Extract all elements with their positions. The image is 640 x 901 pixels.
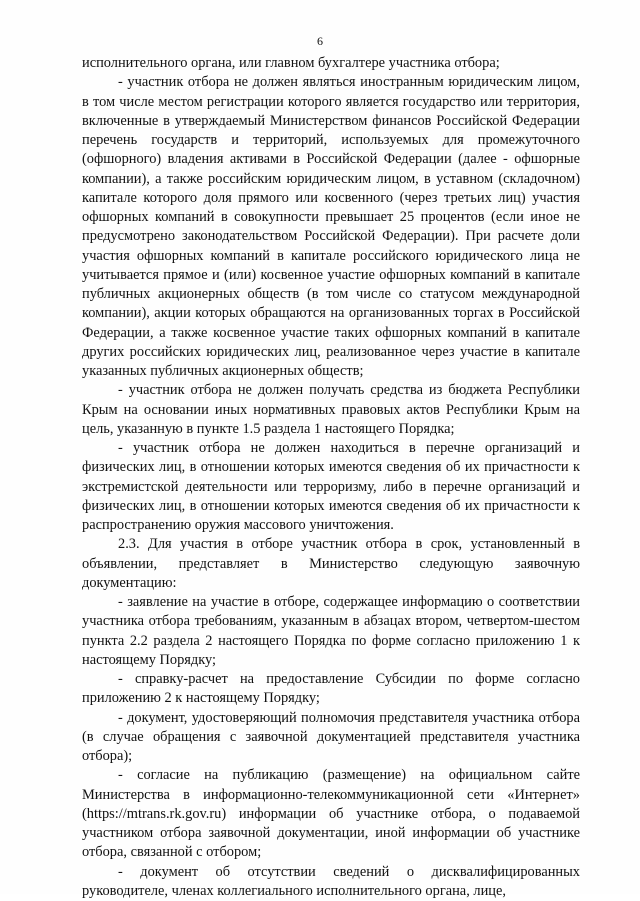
document-body: [82, 54, 580, 901]
paragraph-offshore-requirement: - участник отбора не должен являться иностранным юридическим лицом, в том числе местом регистрации которого является государство или территория, включенные в утверждаемый Министерством финансов Российской Федерации перечень государств и территорий, используемых для промежуточного (офшорного) владения активами в Российской Федерации (далее - офшорные компании), а также российским юридическим лицом, в уставном (складочном) капитале которого доля прямого или косвенного (через третьих лиц) участия офшорных компаний в совокупности превышает 25 процентов (если иное не предусмотрено законодательством Российской Федерации). При расчете доли участия офшорных компаний в капитале российского юридического лица не учитывается прямое и (или) косвенное участие офшорных компаний в капитале публичных акционерных обществ (в том числе со статусом международной компании), акции которых обращаются на организованных торгах в Российской Федерации, а также косвенное участие таких офшорных компаний в капитале других российских юридических лиц, реализованное через участие в капитале указанных публичных акционерных обществ;: [82, 73, 580, 381]
page-number: 6: [0, 34, 640, 49]
paragraph-calculation-certificate: - справку-расчет на предоставление Субсидии по форме согласно приложению 2 к настоящему Порядку;: [82, 670, 580, 709]
paragraph-authority-document: - документ, удостоверяющий полномочия представителя участника отбора (в случае обращения с заявочной документацией представителя участника отбора);: [82, 709, 580, 767]
paragraph-disqualification-document: - документ об отсутствии сведений о дисквалифицированных руководителе, членах коллегиального исполнительного органа, лице,: [82, 863, 580, 901]
paragraph-continuation: исполнительного органа, или главном бухгалтере участника отбора;: [82, 54, 580, 73]
paragraph-2-3-heading: 2.3. Для участия в отборе участник отбора в срок, установленный в объявлении, представляет в Министерство следующую заявочную документацию:: [82, 535, 580, 593]
paragraph-publication-consent: - согласие на публикацию (размещение) на официальном сайте Министерства в информационно-телекоммуникационной сети «Интернет» (https://mtrans.rk.gov.ru) информации об участнике отбора, о подаваемой участником отбора заявочной документации, иной информации об участнике отбора, связанной с отбором;: [82, 766, 580, 862]
paragraph-extremism-list-requirement: - участник отбора не должен находиться в перечне организаций и физических лиц, в отношении которых имеются сведения об их причастности к экстремистской деятельности или терроризму, либо в перечне организаций и физических лиц, в отношении которых имеются сведения об их причастности к распространению оружия массового уничтожения.: [82, 439, 580, 535]
paragraph-budget-funds-requirement: - участник отбора не должен получать средства из бюджета Республики Крым на основании иных нормативных правовых актов Республики Крым на цель, указанную в пункте 1.5 раздела 1 настоящего Порядка;: [82, 381, 580, 439]
paragraph-application-statement: - заявление на участие в отборе, содержащее информацию о соответствии участника отбора требованиям, указанным в абзацах втором, четвертом-шестом пункта 2.2 раздела 2 настоящего Порядка по форме согласно приложению 1 к настоящему Порядку;: [82, 593, 580, 670]
